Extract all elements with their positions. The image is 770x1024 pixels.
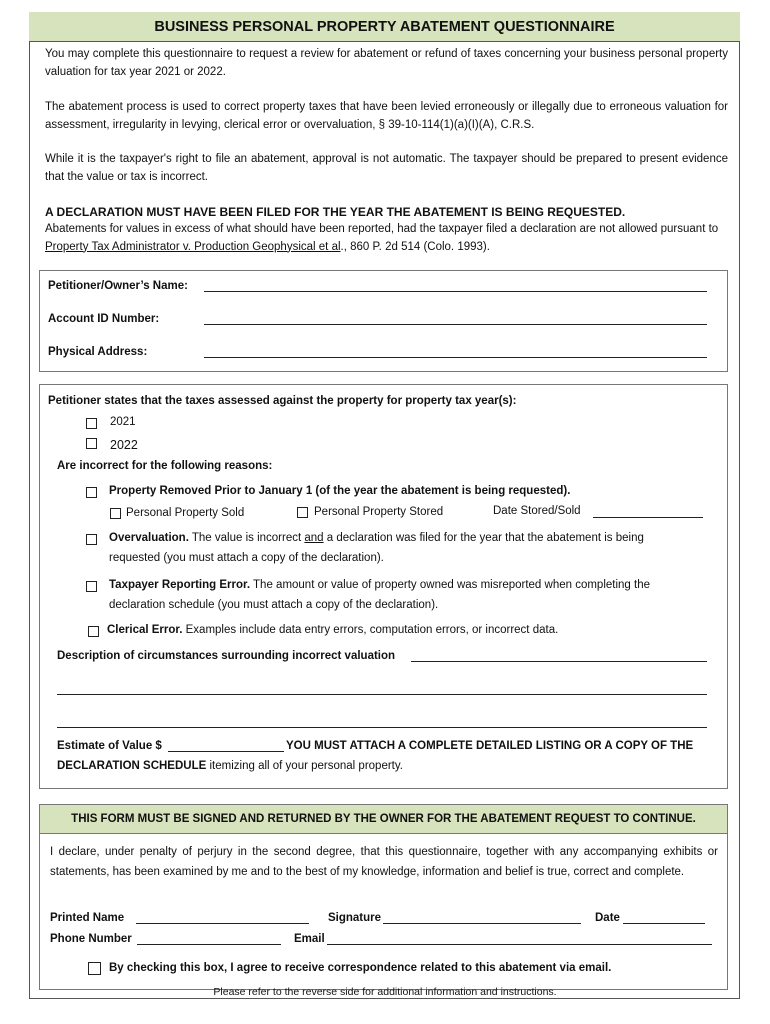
account-id-label: Account ID Number: — [48, 313, 160, 325]
form-title: BUSINESS PERSONAL PROPERTY ABATEMENT QUESTIONNAIRE — [29, 12, 740, 42]
physical-address-field[interactable] — [204, 357, 707, 358]
account-id-field[interactable] — [204, 324, 707, 325]
case-name: Property Tax Administrator v. Production Geophysical et al — [45, 240, 341, 253]
declaration-text — [45, 221, 728, 256]
overvaluation-and: and — [304, 532, 324, 544]
property-sold-label: Personal Property Sold — [126, 507, 245, 519]
overvaluation-text-a: The value is incorrect — [191, 532, 302, 544]
email-field[interactable] — [327, 944, 712, 945]
phone-field[interactable] — [137, 944, 281, 945]
estimate-label: Estimate of Value $ — [57, 740, 162, 752]
owner-name-label: Petitioner/Owner’s Name: — [48, 280, 188, 292]
petition-intro: Petitioner states that the taxes assessed against the property for property tax year(s): — [48, 395, 517, 407]
reporting-error-checkbox[interactable] — [86, 581, 97, 592]
description-field-line-1[interactable] — [411, 661, 707, 662]
property-stored-label: Personal Property Stored — [314, 506, 444, 518]
overvaluation-text-b: a declaration was filed for the year that the abatement is being — [326, 532, 644, 544]
year-2022-checkbox[interactable] — [86, 438, 97, 449]
reporting-error-text-a: The amount or value of property owned was misreported when completing the — [253, 579, 650, 591]
intro-paragraph-3: While it is the taxpayer's right to file an abatement, approval is not automatic. The taxpayer should be prepared to present evidence that the value or tax is incorrect. — [45, 153, 728, 183]
schedule-bold: DECLARATION SCHEDULE — [57, 760, 207, 772]
declaration-text-a: Abatements for values in excess of what should have been reported, had the taxpayer filed a declaration are not allowed pursuant to — [45, 223, 719, 235]
overvaluation-title: Overvaluation. — [109, 532, 189, 544]
property-removed-checkbox[interactable] — [86, 487, 97, 498]
reporting-error-line-1 — [109, 579, 650, 591]
description-label: Description of circumstances surrounding incorrect valuation — [57, 650, 396, 662]
reasons-heading: Are incorrect for the following reasons: — [57, 460, 273, 472]
schedule-rest: itemizing all of your personal property. — [209, 760, 403, 772]
estimate-field[interactable] — [168, 751, 284, 752]
property-sold-checkbox[interactable] — [110, 508, 121, 519]
printed-name-label: Printed Name — [50, 912, 125, 924]
clerical-error-checkbox[interactable] — [88, 626, 99, 637]
date-stored-sold-field[interactable] — [593, 517, 703, 518]
footer-note: Please refer to the reverse side for additional information and instructions. — [213, 986, 557, 998]
intro-paragraph-2: The abatement process is used to correct property taxes that have been levied erroneously or illegally due to erroneous valuation for assessment, irregularity in levying, clerical error or overvaluation, § 39-10-114(1)(a)(I)(A), C.R.S. — [45, 101, 728, 131]
reporting-error-title: Taxpayer Reporting Error. — [109, 579, 251, 591]
phone-label: Phone Number — [50, 933, 132, 945]
declaration-text-b: ., 860 P. 2d 514 (Colo. 1993). — [340, 240, 490, 253]
description-field-line-3[interactable] — [57, 727, 707, 728]
intro-paragraph-1: You may complete this questionnaire to request a review for abatement or refund of taxes concerning your business personal property valuation for tax year 2021 or 2022. — [45, 48, 728, 78]
reporting-error-line-2: declaration schedule (you must attach a copy of the declaration). — [109, 599, 439, 611]
physical-address-label: Physical Address: — [48, 346, 148, 358]
signature-label: Signature — [328, 912, 382, 924]
email-consent-label: By checking this box, I agree to receive correspondence related to this abatement via email. — [109, 962, 612, 974]
email-consent-checkbox[interactable] — [88, 962, 101, 975]
overvaluation-line-2: requested (you must attach a copy of the declaration). — [109, 552, 384, 564]
overvaluation-checkbox[interactable] — [86, 534, 97, 545]
date-field[interactable] — [623, 923, 705, 924]
perjury-statement: I declare, under penalty of perjury in the second degree, that this questionnaire, together with any accompanying exhibits or statements, has been examined by me and to the best of my knowledge, information and belief is true, correct and complete. — [50, 846, 718, 878]
overvaluation-line-1 — [109, 532, 644, 544]
clerical-error-text: Examples include data entry errors, computation errors, or incorrect data. — [185, 624, 559, 636]
owner-name-field[interactable] — [204, 291, 707, 292]
clerical-error-line — [107, 624, 558, 636]
signature-field[interactable] — [383, 923, 581, 924]
year-2021-label: 2021 — [110, 416, 136, 428]
date-stored-sold-label: Date Stored/Sold — [493, 505, 581, 517]
year-2022-label: 2022 — [110, 438, 138, 452]
date-label: Date — [595, 912, 620, 924]
email-label: Email — [294, 933, 325, 945]
property-removed-title: Property Removed Prior to January 1 (of the year the abatement is being requested). — [109, 485, 571, 497]
schedule-line — [57, 760, 403, 772]
description-field-line-2[interactable] — [57, 694, 707, 695]
clerical-error-title: Clerical Error. — [107, 624, 183, 636]
declaration-heading: A DECLARATION MUST HAVE BEEN FILED FOR THE YEAR THE ABATEMENT IS BEING REQUESTED. — [45, 205, 626, 219]
property-stored-checkbox[interactable] — [297, 507, 308, 518]
printed-name-field[interactable] — [136, 923, 309, 924]
signature-banner: THIS FORM MUST BE SIGNED AND RETURNED BY THE OWNER FOR THE ABATEMENT REQUEST TO CONTINUE. — [39, 804, 728, 834]
attach-notice: YOU MUST ATTACH A COMPLETE DETAILED LISTING OR A COPY OF THE — [286, 740, 694, 752]
year-2021-checkbox[interactable] — [86, 418, 97, 429]
